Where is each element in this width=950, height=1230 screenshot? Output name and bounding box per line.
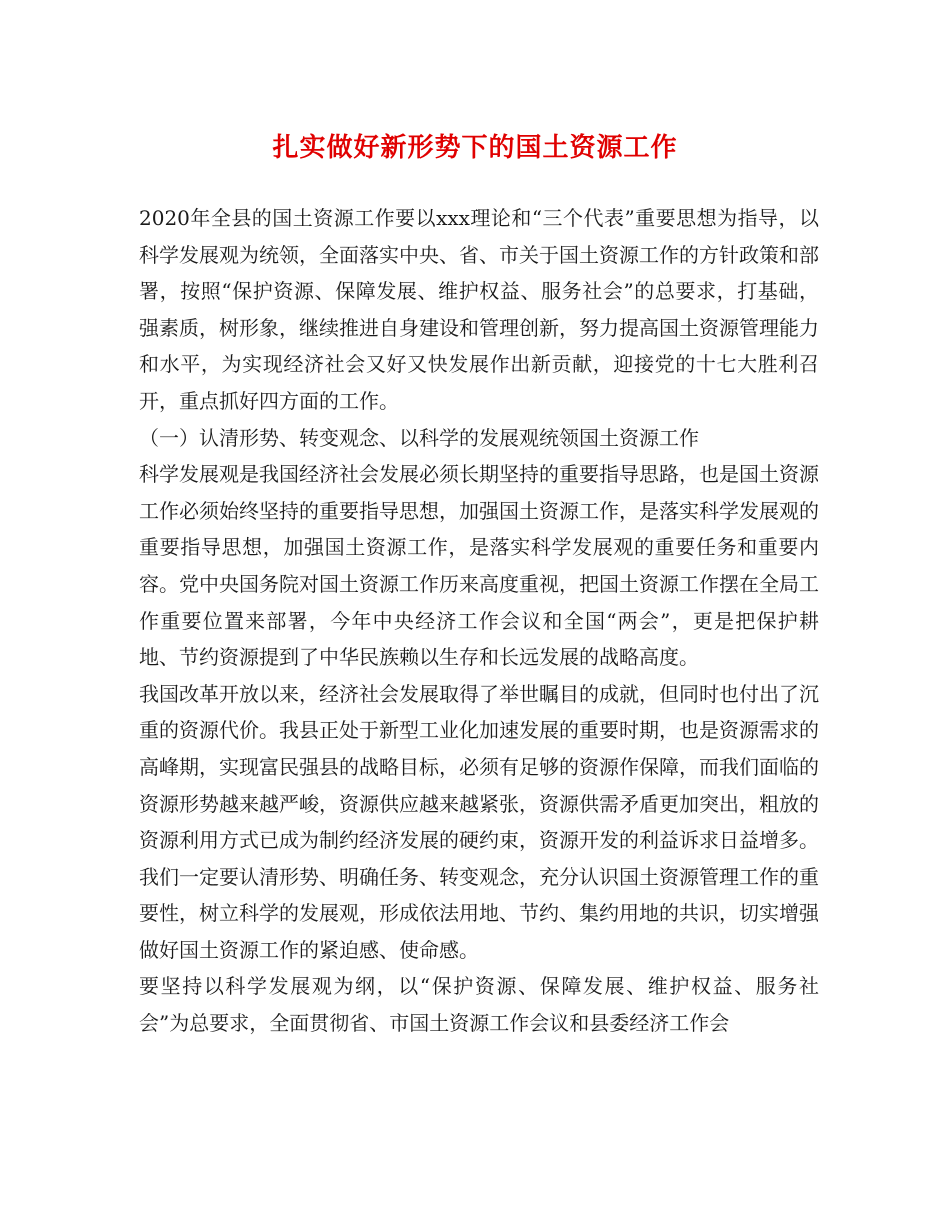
document-body [139,200,819,1042]
paragraph-intro: 2020年全县的国土资源工作要以xxx理论和“三个代表”重要思想为指导，以科学发展观为统领，全面落实中央、省、市关于国土资源工作的方针政策和部署，按照“保护资源、保障发展、维护权益、服务社会”的总要求，打基础，强素质，树形象，继续推进自身建设和管理创新，努力提高国土资源管理能力和水平，为实现经济社会又好又快发展作出新贡献，迎接党的十七大胜利召开，重点抓好四方面的工作。 [139,206,819,413]
paragraph-adhere: 要坚持以科学发展观为纲，以“保护资源、保障发展、维护权益、服务社会”为总要求，全面贯彻省、市国土资源工作会议和县委经济工作会 [139,974,819,1036]
paragraph-reform-opening: 我国改革开放以来，经济社会发展取得了举世瞩目的成就，但同时也付出了沉重的资源代价。我县正处于新型工业化加速发展的重要时期，也是资源需求的高峰期，实现富民强县的战略目标，必须有足够的资源作保障，而我们面临的资源形势越来越严峻，资源供应越来越紧张，资源供需矛盾更加突出，粗放的资源利用方式已成为制约经济发展的硬约束，资源开发的利益诉求日益增多。我们一定要认清形势、明确任务、转变观念，充分认识国土资源管理工作的重要性，树立科学的发展观，形成依法用地、节约、集约用地的共识，切实增强做好国土资源工作的紧迫感、使命感。 [139,681,819,962]
paragraph-scientific-outlook: 科学发展观是我国经济社会发展必须长期坚持的重要指导思路，也是国土资源工作必须始终坚持的重要指导思想，加强国土资源工作，是落实科学发展观的重要指导思想，加强国土资源工作，是落实科学发展观的重要任务和重要内容。党中央国务院对国土资源工作历来高度重视，把国土资源工作摆在全局工作重要位置来部署，今年中央经济工作会议和全国“两会”，更是把保护耕地、节约资源提到了中华民族赖以生存和长远发展的战略高度。 [139,462,819,670]
document-title: 扎实做好新形势下的国土资源工作 [272,133,678,163]
section-heading-1: （一）认清形势、转变观念、以科学的发展观统领国土资源工作 [139,425,699,450]
